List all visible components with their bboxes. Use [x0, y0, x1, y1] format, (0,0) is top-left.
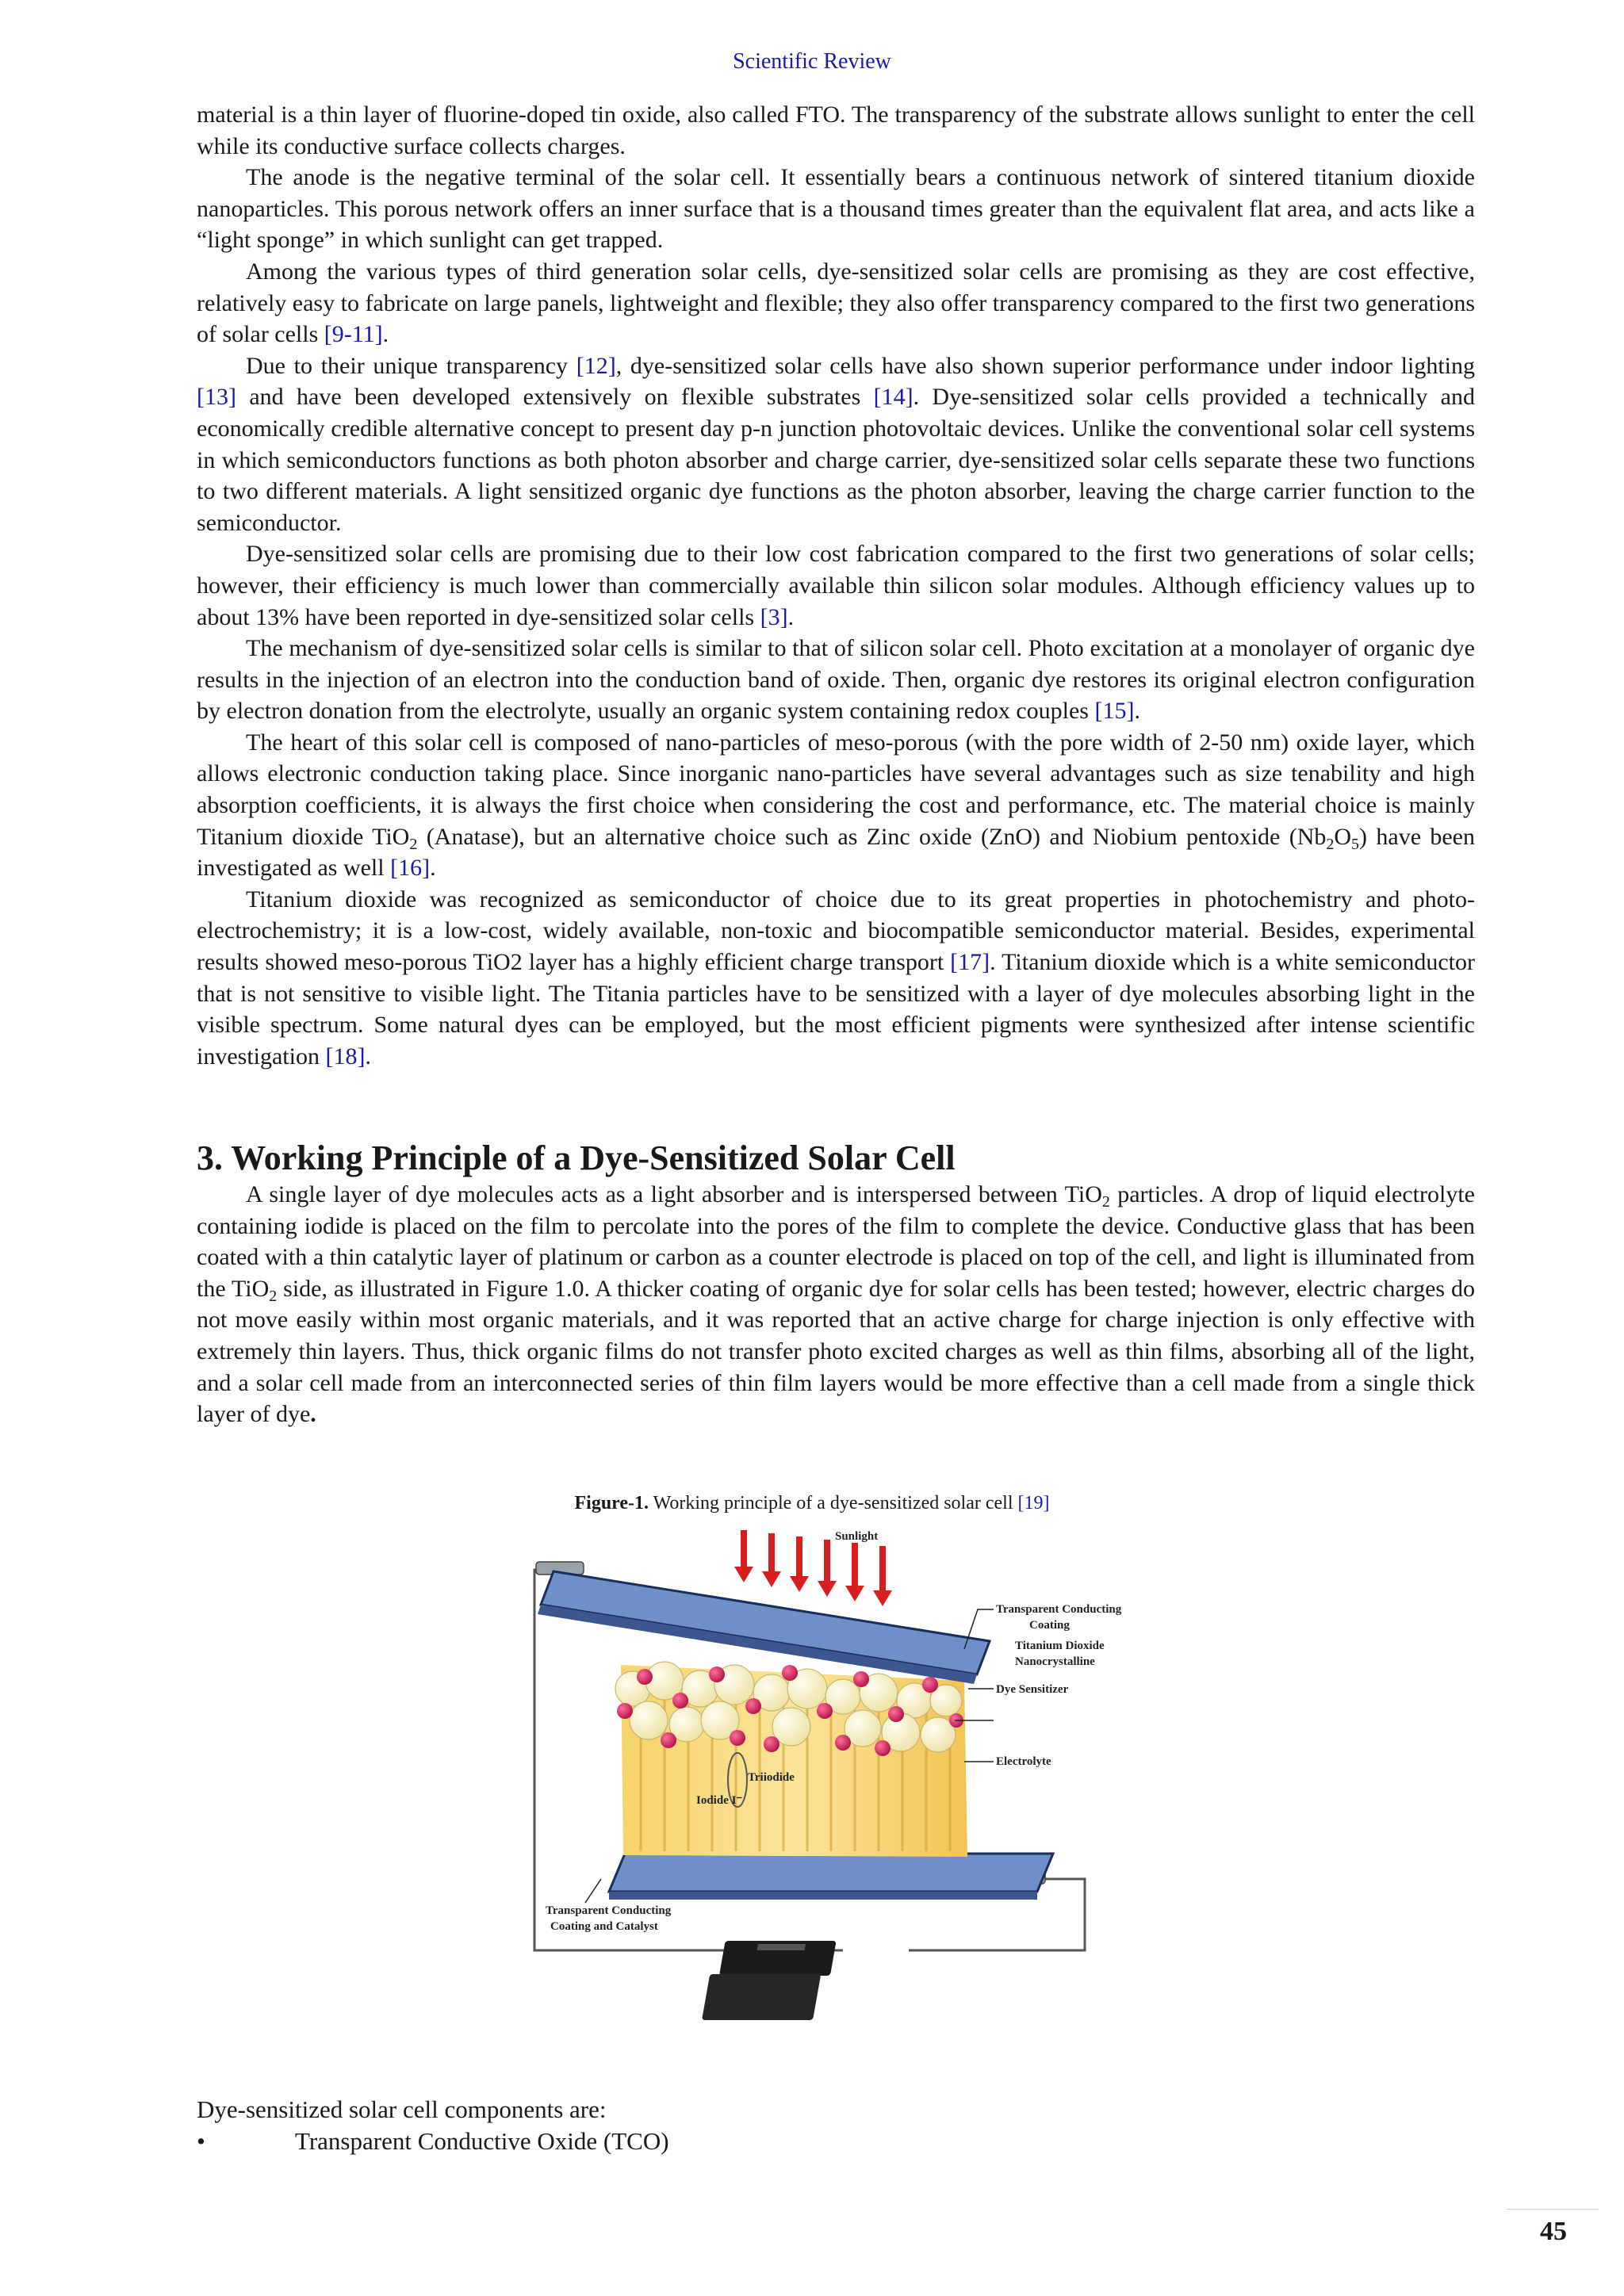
svg-text:Titanium Dioxide: Titanium Dioxide — [1015, 1640, 1105, 1652]
svg-text:Coating: Coating — [1029, 1619, 1070, 1632]
paragraph: Due to their unique transparency [12], dye-sensitized solar cells have also shown superior performance under indoor lighting [13] and have been developed extensively on flexible substrates [14]. Dye-sensitized solar cells provided a technically and economically credible alternative concept to present day p-n junction photovoltaic devices. Unlike the conventional solar cell systems in which semiconductors functions as both photon absorber and charge carrier, dye-sensitized solar cells separate these two functions to two different materials. A light sensitized organic dye functions as the photon absorber, leaving the charge carrier function to the semiconductor. — [197, 352, 1475, 536]
citation-link[interactable]: [17] — [950, 949, 990, 976]
paragraph: A single layer of dye molecules acts as a light absorber and is interspersed between TiO$_2$ particles. A drop of liquid electrolyte containing iodide is placed on the film to percolate into the pores of the film to complete the device. Conductive glass that has been coated with a thin catalytic layer of platinum or carbon as a counter electrode is placed on top of the cell, and light is illuminated from the TiO$_2$ side, as illustrated in Figure 1.0. A thicker coating of organic dye for solar cells has been tested; however, electric charges do not move easily within most organic materials, and it was reported that an active charge for charge injection is only effective with extremely thin layers. Thus, thick organic films do not transfer photo excited charges as well as thin films, absorbing all of the light, and a solar cell made from an interconnected series of thin film layers would be more effective than a cell made from a single thick layer of dye. — [197, 1181, 1475, 1428]
citation-link[interactable]: [15] — [1094, 698, 1135, 725]
load-icon — [702, 1941, 837, 2020]
paragraph: The anode is the negative terminal of the solar cell. It essentially bears a continuous network of sintered titanium dioxide nanoparticles. This porous network offers an inner surface that is a thousand times greater than the equivalent flat area, and acts like a “light sponge” in which sunlight can get trapped. — [197, 164, 1475, 254]
paragraph: material is a thin layer of fluorine-doped tin oxide, also called FTO. The transparency of the substrate allows sunlight to enter the cell while its conductive surface collects charges. — [197, 101, 1475, 159]
page-number: 45 — [1540, 2217, 1567, 2246]
running-header: Scientific Review — [733, 49, 891, 74]
list-item — [197, 2126, 1475, 2157]
citation-link[interactable]: [19] — [1017, 1493, 1050, 1513]
svg-text:Sunlight: Sunlight — [835, 1530, 879, 1543]
figure-caption: Figure-1. Working principle of a dye-sensitized solar cell [19] — [574, 1493, 1050, 1513]
list-item-text: Transparent Conductive Oxide (TCO) — [295, 2127, 669, 2155]
citation-link[interactable]: [16] — [390, 855, 431, 882]
section-heading: 3. Working Principle of a Dye-Sensitized Solar Cell — [197, 1138, 956, 1177]
components-intro: Dye-sensitized solar cell components are: — [197, 2095, 607, 2123]
paragraph: Among the various types of third generation solar cells, dye-sensitized solar cells are promising as they are cost effective, relatively easy to fabricate on large panels, lightweight and flexible; they also offer transparency compared to the first two generations of solar cells [9-11]. — [197, 258, 1475, 348]
svg-text:Transparent Conducting: Transparent Conducting — [546, 1904, 672, 1917]
citation-link[interactable]: [12] — [576, 352, 616, 379]
paragraph: Titanium dioxide was recognized as semiconductor of choice due to its great properties in photochemistry and photo-electrochemistry; it is a low-cost, widely available, non-toxic and biocompatible semiconductor material. Besides, experimental results showed meso-porous TiO2 layer has a highly efficient charge transport [17]. Titanium dioxide which is a white semiconductor that is not sensitive to visible light. The Titania particles have to be sensitized with a layer of dye molecules absorbing light in the visible spectrum. Some natural dyes can be employed, but the most efficient pigments were synthesized after intense scientific investigation [18]. — [197, 886, 1476, 1070]
svg-text:Coating and Catalyst: Coating and Catalyst — [550, 1920, 658, 1933]
section-3 — [197, 1138, 1475, 1430]
bottom-plate — [609, 1854, 1053, 1892]
footer-rule — [1507, 2209, 1599, 2210]
svg-text:Transparent Conducting: Transparent Conducting — [996, 1603, 1122, 1616]
svg-text:Triiodide: Triiodide — [748, 1771, 795, 1784]
citation-link[interactable]: [3] — [760, 603, 788, 630]
body-text-upper — [197, 99, 1475, 1072]
citation-link[interactable]: [9-11] — [324, 321, 383, 348]
components-section — [197, 2094, 1475, 2157]
svg-text:Dye Sensitizer: Dye Sensitizer — [996, 1683, 1069, 1696]
paragraph: The mechanism of dye-sensitized solar cells is similar to that of silicon solar cell. Photo excitation at a monolayer of organic dye results in the injection of an electron into the conduction band of oxide. Then, organic dye restores its original electron configuration by electron donation from the electrolyte, usually an organic system containing redox couples [15]. — [197, 635, 1475, 725]
bullet-icon: • — [197, 2127, 205, 2155]
paragraph: The heart of this solar cell is composed of nano-particles of meso-porous (with the pore width of 2-50 nm) oxide layer, which allows electronic conduction taking place. Since inorganic nano-particles have several advantages such as size tenability and high absorption coefficients, it is always the first choice when considering the cost and performance, etc. The material choice is mainly Titanium dioxide TiO$_2$ (Anatase), but an alternative choice such as Zinc oxide (ZnO) and Niobium pentoxide $(Nb_2O_5)$ have been investigated as well [16]. — [197, 729, 1475, 882]
svg-text:Nanocrystalline: Nanocrystalline — [1015, 1655, 1095, 1668]
citation-link[interactable]: [18] — [325, 1043, 366, 1070]
citation-link[interactable]: [14] — [873, 384, 914, 411]
svg-text:Electrolyte: Electrolyte — [996, 1755, 1051, 1768]
dssc-diagram — [530, 1530, 1126, 2045]
paragraph: Dye-sensitized solar cells are promising due to their low cost fabrication compared to the first two generations of solar cells; however, their efficiency is much lower than commercially available thin silicon solar modules. Although efficiency values up to about 13% have been reported in dye-sensitized solar cells [3]. — [197, 541, 1475, 630]
citation-link[interactable]: [13] — [197, 384, 236, 411]
svg-text:Iodide I⁻: Iodide I⁻ — [696, 1794, 743, 1807]
